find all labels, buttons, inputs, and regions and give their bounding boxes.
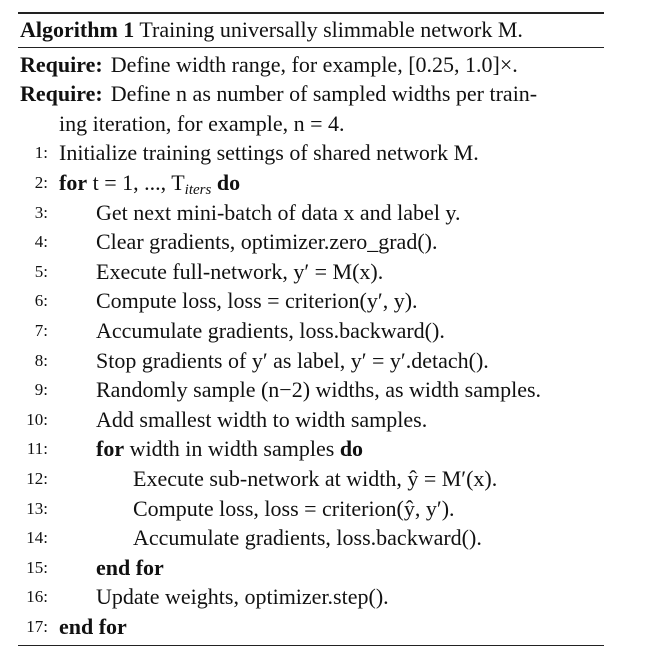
step-subscript: iters xyxy=(184,181,212,198)
step-content xyxy=(133,464,497,494)
step-text: Add smallest width to width samples. xyxy=(96,406,428,432)
step-text: Execute sub-network at width, ŷ = M′(x). xyxy=(133,465,498,491)
step-content xyxy=(59,168,240,198)
require-line-2 xyxy=(18,79,604,109)
line-number: 4: xyxy=(34,232,48,252)
step-content xyxy=(96,198,461,228)
step-text: Initialize training settings of shared network M. xyxy=(59,140,479,166)
require-keyword: Require: xyxy=(20,81,103,107)
algorithm-step xyxy=(18,612,604,642)
algorithm-step xyxy=(18,464,604,494)
algorithm-step xyxy=(18,553,604,583)
algorithm-step xyxy=(18,375,604,405)
line-number: 3: xyxy=(34,202,48,222)
line-number: 14: xyxy=(26,528,48,548)
step-keyword: for xyxy=(59,169,88,195)
step-keyword: for xyxy=(96,436,125,462)
algorithm-label: Algorithm 1 xyxy=(20,16,135,42)
require-text: Define width range, for example, [0.25, 1.0]×. xyxy=(110,51,518,77)
algorithm-step xyxy=(18,523,604,553)
step-content xyxy=(96,434,363,464)
step-keyword-end: do xyxy=(216,169,241,195)
step-text: Clear gradients, optimizer.zero_grad(). xyxy=(96,229,438,255)
step-content xyxy=(133,523,482,553)
bottom-rule xyxy=(18,645,604,646)
algorithm-step xyxy=(18,168,604,198)
algorithm-box xyxy=(18,12,604,646)
step-text: Accumulate gradients, loss.backward(). xyxy=(96,317,445,343)
algorithm-title-text: Training universally slimmable network M. xyxy=(139,16,523,42)
step-content xyxy=(96,553,164,583)
algorithm-step xyxy=(18,582,604,612)
step-content xyxy=(133,494,455,524)
require-text: Define n as number of sampled widths per train- xyxy=(110,81,538,107)
step-content xyxy=(96,257,383,287)
step-content xyxy=(96,286,418,316)
require-keyword: Require: xyxy=(20,51,103,77)
algorithm-step xyxy=(18,434,604,464)
step-content xyxy=(96,227,437,257)
step-text: Compute loss, loss = criterion(y′, y). xyxy=(96,288,418,314)
line-number: 13: xyxy=(26,498,48,518)
algorithm-title xyxy=(18,14,604,47)
step-keyword: end for xyxy=(59,613,127,639)
algorithm-step xyxy=(18,494,604,524)
step-content xyxy=(96,316,445,346)
algorithm-step xyxy=(18,346,604,376)
algorithm-step xyxy=(18,138,604,168)
line-number: 2: xyxy=(34,172,48,192)
algorithm-step xyxy=(18,198,604,228)
step-text: Accumulate gradients, loss.backward(). xyxy=(133,525,482,551)
step-text: Randomly sample (n−2) widths, as width samples. xyxy=(96,377,542,403)
algorithm-step xyxy=(18,286,604,316)
step-content xyxy=(96,405,427,435)
step-text: Stop gradients of y′ as label, y′ = y′.detach(). xyxy=(96,347,489,373)
line-number: 11: xyxy=(26,439,48,459)
line-number: 5: xyxy=(34,261,48,281)
step-text: Update weights, optimizer.step(). xyxy=(96,584,389,610)
line-number: 17: xyxy=(26,616,48,636)
step-text: Compute loss, loss = criterion(ŷ, y′). xyxy=(133,495,455,521)
algorithm-step xyxy=(18,257,604,287)
line-number: 6: xyxy=(34,291,48,311)
step-content xyxy=(96,375,541,405)
step-content xyxy=(96,346,489,376)
step-text: Get next mini-batch of data x and label y. xyxy=(96,199,461,225)
step-content xyxy=(59,612,127,642)
step-keyword-end: do xyxy=(339,436,364,462)
line-number: 12: xyxy=(26,468,48,488)
line-number: 15: xyxy=(26,557,48,577)
step-content xyxy=(59,138,479,168)
line-number: 7: xyxy=(34,320,48,340)
step-keyword: end for xyxy=(96,554,164,580)
line-number: 8: xyxy=(34,350,48,370)
require-continuation: ing iteration, for example, n = 4. xyxy=(59,110,345,136)
step-text: t = 1, ..., T xyxy=(92,169,185,195)
algorithm-body xyxy=(18,48,604,642)
step-text: width in width samples xyxy=(129,436,335,462)
step-content xyxy=(96,582,389,612)
algorithm-step xyxy=(18,227,604,257)
algorithm-step xyxy=(18,316,604,346)
step-text: Execute full-network, y′ = M(x). xyxy=(96,258,384,284)
algorithm-steps xyxy=(18,138,604,641)
line-number: 10: xyxy=(26,409,48,429)
require-line-1 xyxy=(18,50,604,80)
algorithm-step xyxy=(18,405,604,435)
line-number: 1: xyxy=(34,143,48,163)
line-number: 16: xyxy=(26,587,48,607)
line-number: 9: xyxy=(34,380,48,400)
